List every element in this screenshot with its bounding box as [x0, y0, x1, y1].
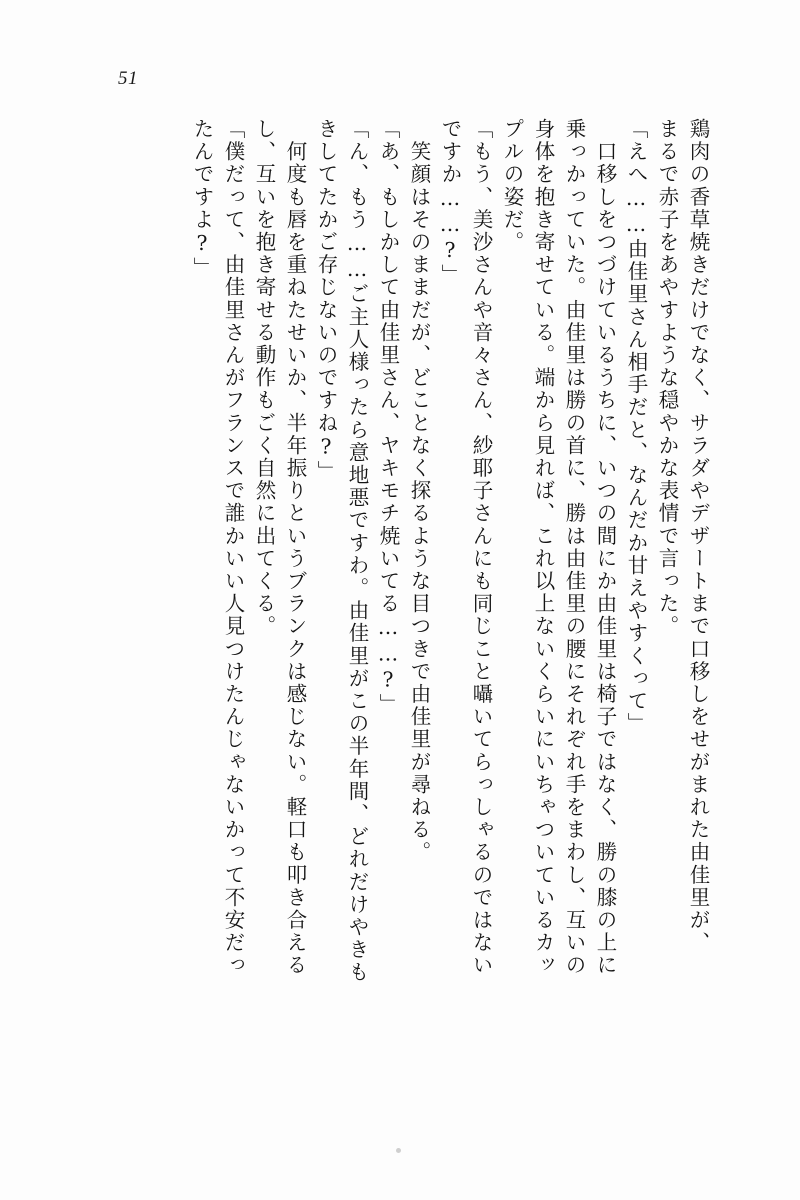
text-column: 笑顔はそのままだが、どことなく探るような目つきで由佳里が尋ねる。: [407, 118, 431, 864]
text-column: まるで赤子をあやすような穏やかな表情で言った。: [655, 118, 679, 638]
text-column: たんですよ?」: [190, 118, 214, 280]
text-column: 鶏肉の香草焼きだけでなく、サラダやデザートまで口移しをせがまれた由佳里が、: [686, 118, 710, 955]
text-column: し、互いを抱き寄せる動作もごく自然に出てくる。: [252, 118, 276, 638]
text-column: 身体を抱き寄せている。端から見れば、これ以上ないくらいにいちゃついているカッ: [531, 118, 555, 977]
text-column: 「僕だって、由佳里さんがフランスで誰かいい人見つけたんじゃないかって不安だっ: [221, 118, 245, 977]
text-column: 「もう、美沙さんや音々さん、紗耶子さんにも同じこと囁いてらっしゃるのではない: [469, 118, 493, 977]
text-column: 乗っかっていた。由佳里は勝の首に、勝は由佳里の腰にそれぞれ手をまわし、互いの: [562, 118, 586, 977]
page-footer-mark: [396, 1148, 401, 1153]
text-column: 「あ、もしかして由佳里さん、ヤキモチ焼いてる……?」: [376, 118, 400, 717]
text-column: ですか……?」: [438, 118, 462, 287]
vertical-text-block: [92, 118, 708, 1128]
text-column: きしてたかご存じないのですね?」: [314, 118, 338, 484]
text-column: 何度も唇を重ねたせいか、半年振りというブランクは感じない。軽口も叩き合える: [283, 118, 307, 977]
page-number: 51: [118, 68, 138, 89]
text-column: プルの姿だ。: [500, 118, 524, 254]
text-column: 「えへ……由佳里さん相手だと、なんだか甘えやすくって」: [624, 118, 648, 736]
text-column: 口移しをつづけているうちに、いつの間にか由佳里は椅子ではなく、勝の膝の上に: [593, 118, 617, 977]
text-column: 「ん、もう……ご主人様ったら意地悪ですわ。由佳里がこの半年間、どれだけやきも: [345, 118, 369, 984]
